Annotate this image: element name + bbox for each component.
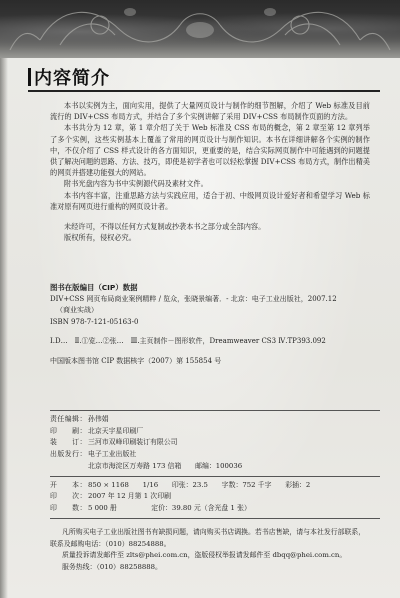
- pub-row-address: [50, 461, 380, 473]
- cip-heading: 图书在版编目（CIP）数据: [50, 283, 138, 292]
- pub-bottom-rule: [50, 518, 380, 519]
- editor-label: 责任编辑：: [50, 415, 87, 423]
- pub-row-bind: [50, 437, 380, 449]
- complaint-email: 质量投诉请发邮件至 zlts@phei.com.cn，盗版侵权举报请发邮件至 dbqq@phei.com.cn。: [62, 551, 347, 560]
- pub-top-rule: [50, 410, 380, 411]
- cip-isbn: ISBN 978-7-121-05163-0: [50, 317, 139, 326]
- rights-notice: 版权所有，侵权必究。: [64, 233, 136, 243]
- cip-series-line: （商业实战）: [56, 306, 98, 315]
- pub-mid-rule: [50, 476, 380, 477]
- cip-record-number: 中国版本图书馆 CIP 数据核字（2007）第 155854 号: [50, 356, 222, 365]
- format-label: 开 本：: [50, 480, 87, 489]
- summary-paragraph-2: 本书共分为 12 章，第 1 章介绍了关于 Web 标准及 CSS 布局的概念，第 2 章至第 12 章列举了多个实例，这些实例基本上覆盖了常用的网页设计与制作知识。本书在详细讲解各个实例的制作中，不仅介绍了 CSS 样式设计的各方面知识，更重要的是，结合实际网页制作中可能遇到的问题提供了解决问题的思路、方法、技巧，即使是初学者也可以轻松掌握 DIV+CSS 布局方式，制作出精美的网页并搭建功能强大的网站。: [50, 123, 370, 178]
- defect-notice: 凡所购买电子工业出版社图书有缺损问题，请向购买书店调换。若书店售缺，请与本社发行部联系，: [62, 528, 366, 536]
- address-value: 北京市海淀区万寿路 173 信箱 邮编：100036: [88, 461, 243, 470]
- cip-classification: Ⅰ.D… Ⅱ.①览…②张… Ⅲ.主页制作－图形软件，Dreamweaver CS3 Ⅳ.TP393.092: [50, 337, 326, 346]
- publisher-label: 出版发行：: [50, 450, 87, 459]
- pub-row-print: [50, 426, 380, 438]
- print-value: 北京天宇星印刷厂: [88, 426, 144, 435]
- pub-row-copies: [50, 503, 380, 515]
- summary-paragraph-4: 本书内容丰富，注重思路方法与实践应用，适合于初、中级网页设计爱好者和希望学习 Web 标准对原有网页进行重构的网页设计者。: [50, 190, 370, 211]
- publisher-value: 电子工业出版社: [88, 450, 137, 459]
- title-accent-bar: [28, 68, 31, 86]
- pub-row-format: [50, 480, 380, 492]
- content-summary: [50, 100, 370, 243]
- pub-row-edition: [50, 491, 380, 503]
- page-title: 内容简介: [34, 68, 110, 89]
- bind-label: 装 订：: [50, 438, 87, 447]
- copies-label: 印 数：: [50, 503, 87, 512]
- title-divider: [28, 90, 380, 92]
- edition-label: 印 次：: [50, 492, 87, 501]
- publication-info: [50, 407, 380, 522]
- ornament-pattern-icon: [0, 0, 400, 58]
- copies-value: 5 000 册 定价：39.80 元（含光盘 1 张）: [88, 503, 251, 512]
- ornamental-header-band: [0, 0, 400, 58]
- copy-notice: 未经许可，不得以任何方式复制或抄袭本书之部分或全部内容。: [64, 222, 266, 232]
- order-phone: 联系及邮购电话：（010）88254888。: [50, 539, 171, 548]
- pub-row-publisher: [50, 449, 380, 461]
- service-notice: [50, 527, 380, 573]
- print-label: 印 刷：: [50, 426, 87, 435]
- summary-paragraph-3: 附书光盘内容为书中实例源代码及素材文件。: [64, 179, 208, 189]
- service-hotline: 服务热线：（010）88258888。: [62, 562, 162, 571]
- left-page-shadow: [0, 58, 8, 598]
- editor-value: 孙伟娟: [88, 415, 109, 423]
- cip-data-block: [50, 282, 370, 368]
- summary-paragraph-1: 本书以实例为主，面向实用，提供了大量网页设计与制作的细节图解，介绍了 Web 标准及目前流行的 DIV+CSS 布局方式，并结合了多个实例讲解了采用 DIV+CSS 布局制作页面的方法。: [50, 101, 370, 122]
- bind-value: 三河市双峰印刷装订有限公司: [88, 438, 178, 447]
- format-value: 850 × 1168 1/16 印张：23.5 字数：752 千字 彩插：2: [88, 480, 311, 489]
- pub-row-editor: [50, 414, 380, 426]
- cip-title-line: DIV+CSS 网页布局商业案例精粹 / 览众，张晓景编著．- 北京：电子工业出版社，2007.12: [50, 294, 337, 303]
- edition-value: 2007 年 12 月第 1 次印刷: [88, 492, 171, 501]
